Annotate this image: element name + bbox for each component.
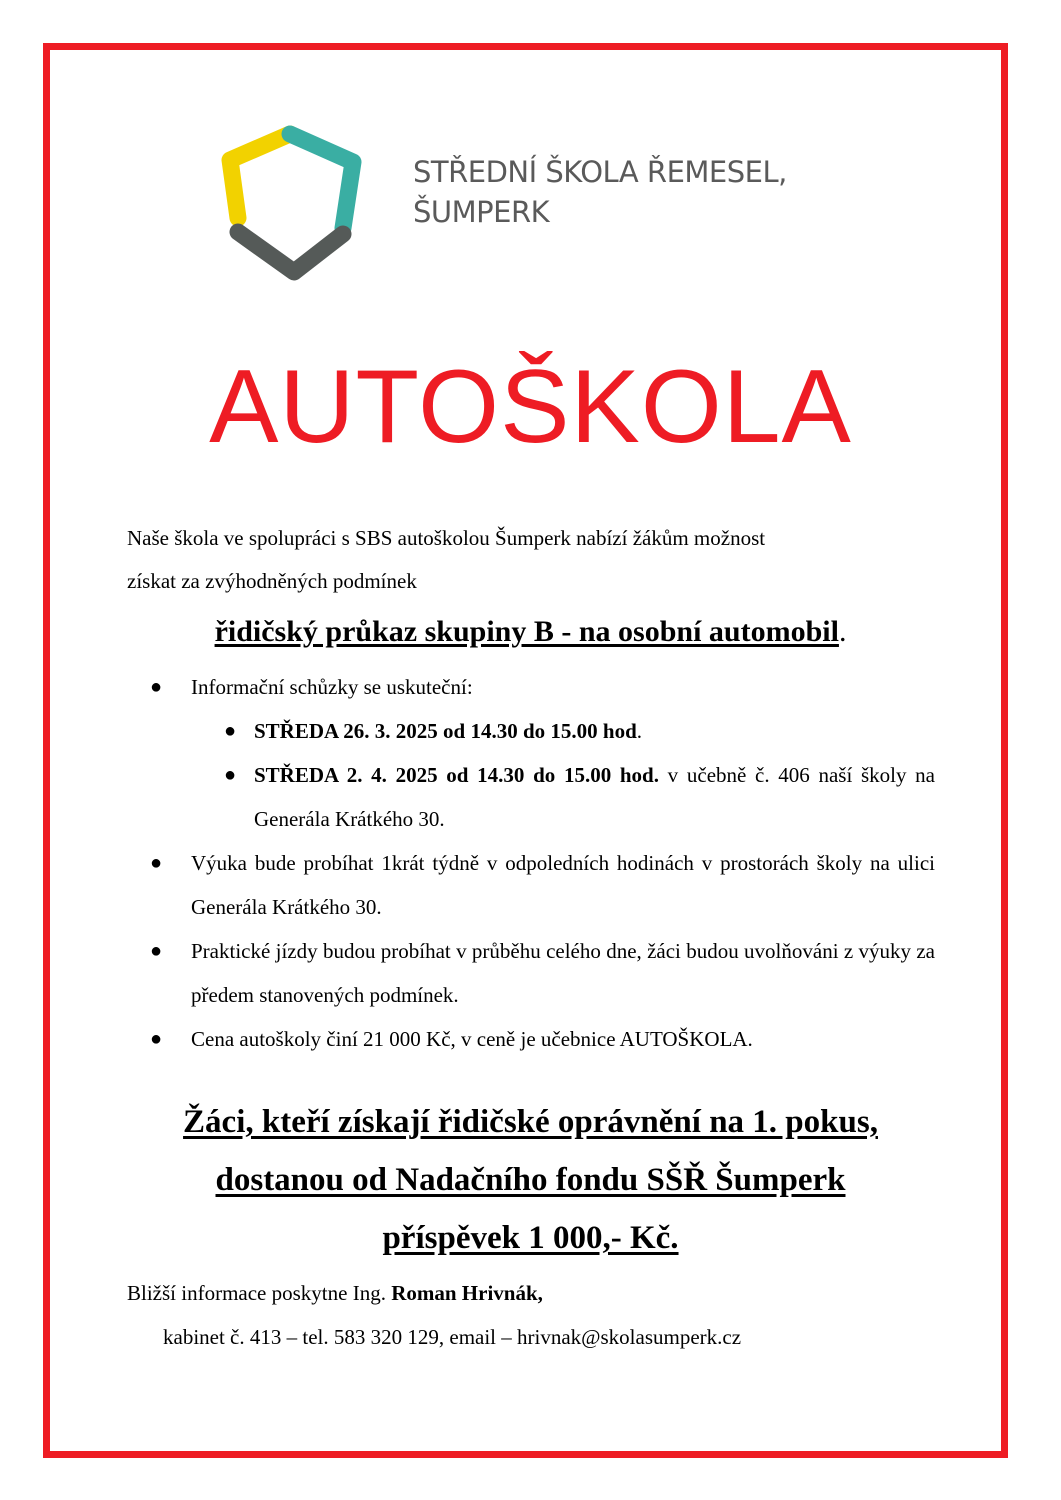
list-item-text: Cena autoškoly činí 21 000 Kč, v ceně je učebnice AUTOŠKOLA. (191, 1027, 753, 1051)
subheading-text: řidičský průkaz skupiny B - na osobní automobil (214, 615, 839, 648)
contact-prefix: Bližší informace poskytne Ing. (127, 1281, 392, 1305)
list-item (150, 1017, 935, 1061)
bullet-icon: ● (150, 676, 163, 698)
bullet-icon: ● (150, 852, 163, 874)
closing-line1: Žáci, kteří získají řidičské oprávnění na 1. pokus, (183, 1104, 878, 1140)
subheading (0, 608, 1061, 656)
contact-person: Roman Hrivnák, (391, 1281, 543, 1305)
info-list (150, 665, 935, 1061)
subheading-period: . (838, 615, 847, 648)
intro-line1: Naše škola ve spolupráci s SBS autoškolou Šumperk nabízí žákům možnost (127, 526, 766, 550)
closing-line3: příspěvek 1 000,- Kč. (382, 1220, 679, 1256)
meeting-date-1-end: . (636, 719, 642, 743)
school-name (413, 152, 787, 232)
intro-text (127, 517, 927, 603)
school-logo-icon (210, 122, 370, 290)
headline: AUTOŠKOLA (209, 349, 852, 465)
sub-list-item (150, 709, 935, 753)
school-name-line2: ŠUMPERK (413, 195, 550, 229)
list-item-text: Informační schůzky se uskuteční: (191, 675, 473, 699)
list-item-text: Praktické jízdy budou probíhat v průběhu celého dne, žáci budou uvolňováni z výuky za předem stanovených podmínek. (191, 939, 935, 1007)
meeting-date-1: STŘEDA 26. 3. 2025 od 14.30 do 15.00 hod (254, 719, 637, 743)
closing-announcement (0, 1093, 1061, 1267)
list-item (150, 929, 935, 1017)
bullet-icon: ● (224, 720, 237, 742)
intro-line2: získat za zvýhodněných podmínek (127, 569, 417, 593)
school-name-line1: STŘEDNÍ ŠKOLA ŘEMESEL, (413, 155, 787, 189)
list-item-text: Výuka bude probíhat 1krát týdně v odpoledních hodinách v prostorách školy na ulici Generála Krátkého 30. (191, 851, 935, 919)
meeting-location: v učebně č. 406 naší školy na Generála Krátkého 30. (254, 763, 935, 831)
list-item (150, 665, 935, 709)
bullet-icon: ● (150, 940, 163, 962)
list-item (150, 841, 935, 929)
closing-line2: dostanou od Nadačního fondu SŠŘ Šumperk (215, 1162, 846, 1198)
meeting-date-2: STŘEDA 2. 4. 2025 od 14.30 do 15.00 hod. (254, 763, 659, 787)
bullet-icon: ● (224, 764, 237, 786)
bullet-icon: ● (150, 1028, 163, 1050)
contact-line (127, 1271, 543, 1315)
contact-details: kabinet č. 413 – tel. 583 320 129, email – hrivnak@skolasumperk.cz (163, 1325, 742, 1349)
sub-list-item (150, 753, 935, 841)
